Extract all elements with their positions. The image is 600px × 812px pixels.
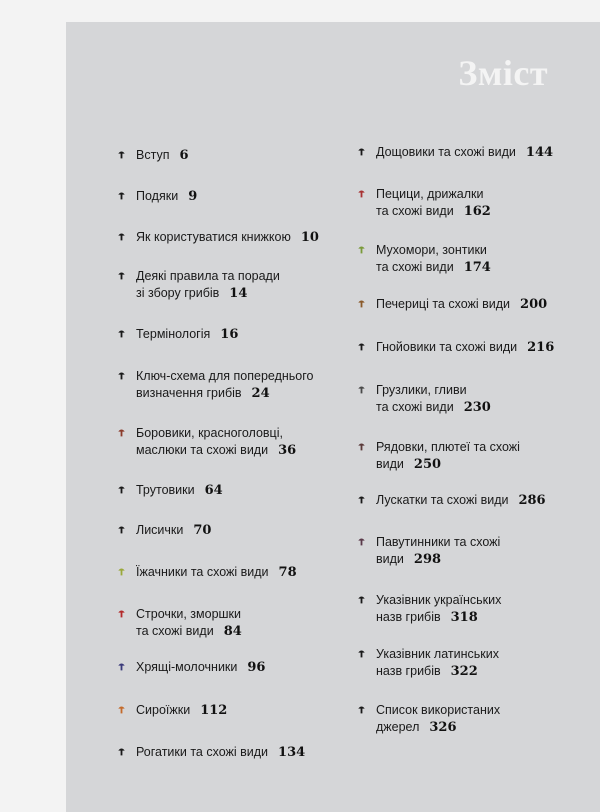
contents-entry-text bbox=[136, 522, 211, 539]
mushroom-icon bbox=[358, 595, 365, 604]
contents-entry-title-line: Список використаних bbox=[376, 703, 501, 717]
contents-entry-title-line: Хрящі-молочники 96 bbox=[136, 660, 266, 675]
mushroom-icon bbox=[118, 609, 125, 618]
contents-entry-title-line: Рогатики та схожі види 134 bbox=[136, 745, 306, 760]
contents-entry-title-line: зі збору грибів 14 bbox=[136, 286, 248, 301]
contents-entry-title-line: Лускатки та схожі види 286 bbox=[376, 493, 546, 508]
contents-entry-title-line: Рядовки, плютеї та схожі bbox=[376, 440, 520, 454]
mushroom-icon bbox=[118, 191, 125, 200]
mushroom-icon bbox=[358, 442, 365, 451]
contents-entry-title-line: Як користуватися книжкою 10 bbox=[136, 230, 319, 245]
page-number: 286 bbox=[518, 493, 546, 508]
contents-entry-title-line: Боровики, красноголовці, bbox=[136, 426, 283, 440]
contents-entry-title-line: та схожі види 162 bbox=[376, 204, 491, 219]
contents-entry-text bbox=[136, 744, 305, 761]
contents-entry-text bbox=[136, 606, 242, 640]
page-number: 96 bbox=[247, 660, 266, 675]
page-number: 9 bbox=[188, 189, 198, 204]
contents-entry-title-line: Указівник українських bbox=[376, 593, 502, 607]
mushroom-icon bbox=[358, 649, 365, 658]
contents-entry-text bbox=[136, 564, 297, 581]
mushroom-icon bbox=[358, 495, 365, 504]
contents-entry-text bbox=[376, 144, 553, 161]
page-title: Зміст bbox=[458, 53, 548, 93]
page-number: 200 bbox=[520, 297, 548, 312]
mushroom-icon bbox=[358, 385, 365, 394]
page-number: 112 bbox=[200, 703, 228, 718]
page-number: 84 bbox=[223, 624, 242, 639]
mushroom-icon bbox=[358, 299, 365, 308]
contents-entry-title-line: Подяки 9 bbox=[136, 189, 198, 204]
mushroom-icon bbox=[118, 485, 125, 494]
mushroom-icon bbox=[118, 525, 125, 534]
page-number: 6 bbox=[179, 148, 189, 163]
page-number: 36 bbox=[278, 443, 297, 458]
contents-entry-title-line: Пецици, дрижалки bbox=[376, 187, 484, 201]
contents-entry-text bbox=[136, 368, 313, 402]
contents-entry-title-line: Їжачники та схожі види 78 bbox=[136, 565, 297, 580]
mushroom-icon bbox=[358, 342, 365, 351]
contents-entry-text bbox=[136, 425, 296, 459]
page-number: 230 bbox=[463, 400, 491, 415]
mushroom-icon bbox=[358, 705, 365, 714]
contents-entry-text bbox=[376, 382, 491, 416]
mushroom-icon bbox=[358, 147, 365, 156]
mushroom-icon bbox=[118, 371, 125, 380]
contents-entry-title-line: Печериці та схожі види 200 bbox=[376, 297, 548, 312]
contents-entry-text bbox=[376, 339, 554, 356]
contents-entry-title-line: Павутинники та схожі bbox=[376, 535, 501, 549]
mushroom-icon bbox=[118, 329, 125, 338]
mushroom-icon bbox=[118, 271, 125, 280]
contents-entry-title-line: види 298 bbox=[376, 552, 442, 567]
contents-entry-title-line: Сироїжки 112 bbox=[136, 703, 228, 718]
contents-entry-title-line: джерел 326 bbox=[376, 720, 457, 735]
contents-entry-text bbox=[136, 229, 319, 246]
page-number: 70 bbox=[193, 523, 212, 538]
contents-entry-text bbox=[136, 188, 197, 205]
mushroom-icon bbox=[358, 189, 365, 198]
contents-page bbox=[66, 22, 600, 812]
page-number: 322 bbox=[450, 664, 478, 679]
contents-entry-title-line: Грузлики, гливи bbox=[376, 383, 467, 397]
contents-entry-title-line: Лисички 70 bbox=[136, 523, 212, 538]
contents-entry-text bbox=[376, 646, 499, 680]
contents-entry-text bbox=[376, 186, 491, 220]
contents-entry-text bbox=[136, 326, 238, 343]
contents-entry-title-line: Термінологія 16 bbox=[136, 327, 239, 342]
contents-entry-text bbox=[376, 592, 501, 626]
contents-entry-text bbox=[376, 296, 547, 313]
page-number: 250 bbox=[413, 457, 442, 472]
page-number: 16 bbox=[220, 327, 239, 342]
mushroom-icon bbox=[118, 150, 125, 159]
contents-entry-title-line: та схожі види 84 bbox=[136, 624, 242, 639]
contents-entry-text bbox=[376, 702, 500, 736]
page-number: 134 bbox=[278, 745, 306, 760]
mushroom-icon bbox=[118, 232, 125, 241]
mushroom-icon bbox=[118, 428, 125, 437]
page-number: 10 bbox=[300, 230, 319, 245]
contents-entry-title-line: види 250 bbox=[376, 457, 442, 472]
mushroom-icon bbox=[358, 245, 365, 254]
contents-entry-title-line: Ключ-схема для попереднього bbox=[136, 369, 314, 383]
contents-entry-text bbox=[136, 702, 227, 719]
contents-entry-title-line: назв грибів 318 bbox=[376, 610, 478, 625]
contents-entry-title-line: Строчки, зморшки bbox=[136, 607, 241, 621]
page-number: 64 bbox=[204, 483, 223, 498]
mushroom-icon bbox=[118, 747, 125, 756]
contents-entry-text bbox=[376, 492, 546, 509]
mushroom-icon bbox=[118, 705, 125, 714]
contents-entry-text bbox=[376, 534, 500, 568]
contents-entry-text bbox=[376, 439, 520, 473]
page-number: 326 bbox=[429, 720, 457, 735]
contents-entry-title-line: та схожі види 230 bbox=[376, 400, 491, 415]
mushroom-icon bbox=[118, 567, 125, 576]
contents-entry-text bbox=[136, 147, 189, 164]
page-number: 14 bbox=[229, 286, 248, 301]
contents-entry-title-line: Гнойовики та схожі види 216 bbox=[376, 340, 555, 355]
contents-entry-text bbox=[136, 659, 265, 676]
contents-entry-title-line: маслюки та схожі види 36 bbox=[136, 443, 297, 458]
contents-entry-title-line: Указівник латинських bbox=[376, 647, 499, 661]
contents-entry-title-line: Деякі правила та поради bbox=[136, 269, 280, 283]
contents-entry-text bbox=[376, 242, 491, 276]
page-number: 174 bbox=[463, 260, 491, 275]
contents-entry-title-line: Мухомори, зонтики bbox=[376, 243, 487, 257]
contents-entry-text bbox=[136, 482, 223, 499]
contents-entry-text bbox=[136, 268, 280, 302]
contents-entry-title-line: Дощовики та схожі види 144 bbox=[376, 145, 554, 160]
page-number: 24 bbox=[251, 386, 270, 401]
page-number: 216 bbox=[527, 340, 555, 355]
contents-entry-title-line: назв грибів 322 bbox=[376, 664, 478, 679]
page-number: 298 bbox=[413, 552, 442, 567]
contents-entry-title-line: Трутовики 64 bbox=[136, 483, 223, 498]
contents-entry-title-line: Вступ 6 bbox=[136, 148, 189, 163]
page-number: 78 bbox=[278, 565, 297, 580]
page-number: 144 bbox=[525, 145, 554, 160]
page-number: 318 bbox=[450, 610, 478, 625]
contents-entry-title-line: та схожі види 174 bbox=[376, 260, 491, 275]
mushroom-icon bbox=[358, 537, 365, 546]
contents-entry-title-line: визначення грибів 24 bbox=[136, 386, 270, 401]
page-number: 162 bbox=[463, 204, 491, 219]
mushroom-icon bbox=[118, 662, 125, 671]
